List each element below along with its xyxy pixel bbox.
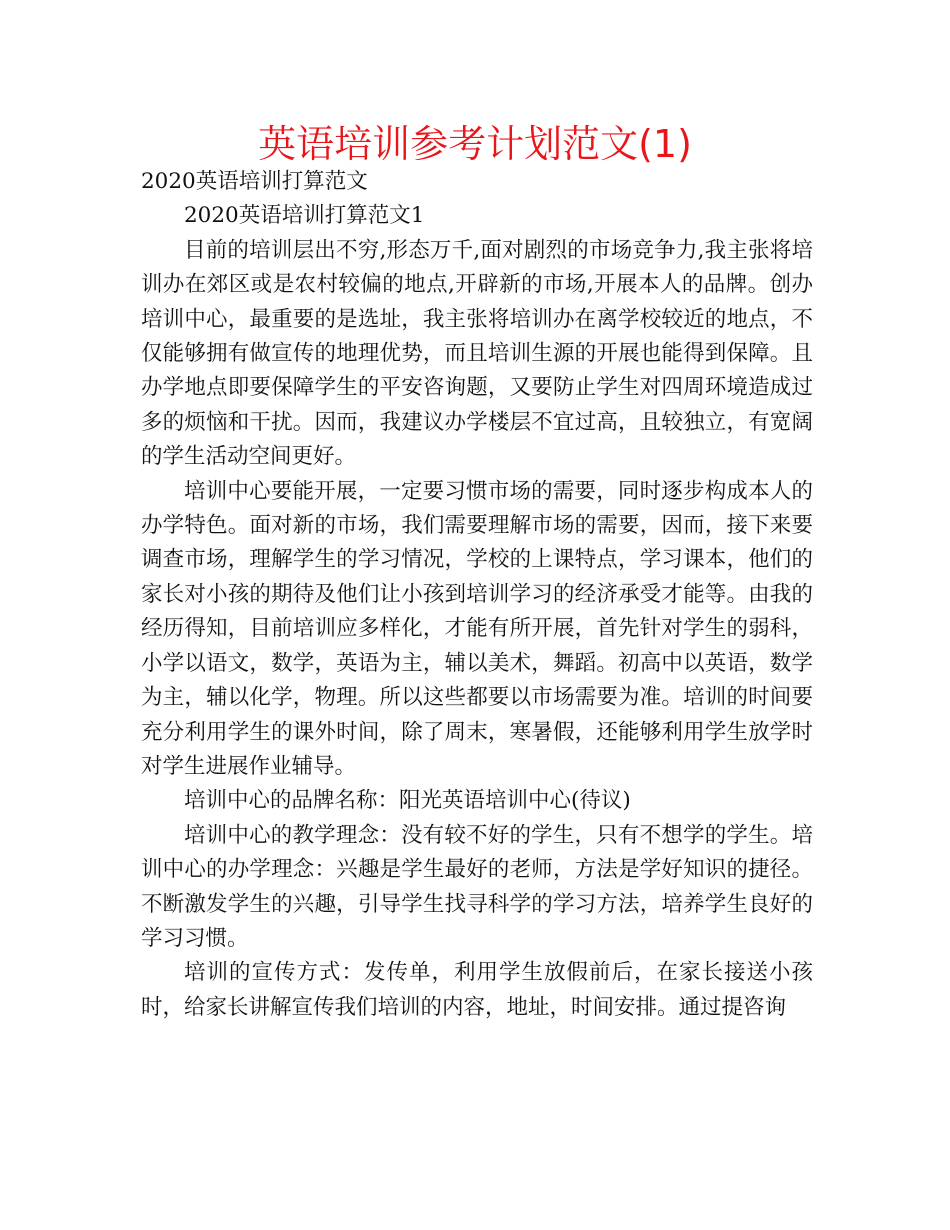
section-heading-paragraph: 2020英语培训打算范文1 xyxy=(184,203,425,229)
body-paragraph: 培训中心的品牌名称：阳光英语培训中心(待议) xyxy=(184,788,631,814)
body-paragraph: 培训中心要能开展，一定要习惯市场的需要，同时逐步构成本人的办学特色。面对新的市场，我们需要理解市场的需要，因而，接下来要调查市场，理解学生的学习情况，学校的上课特点，学习课本，他们的家长对小孩的期待及他们让小孩到培训学习的经济承受才能等。由我的经历得知，目前培训应多样化，才能有所开展，首先针对学生的弱科，小学以语文，数学，英语为主，辅以美术，舞蹈。初高中以英语，数学为主，辅以化学，物理。所以这些都要以市场需要为准。培训的时间要充分利用学生的课外时间，除了周末，寒暑假，还能够利用学生放学时对学生进展作业辅导。 xyxy=(141,478,813,779)
document-title: 英语培训参考计划范文(1) xyxy=(258,122,692,166)
subtitle-paragraph: 2020英语培训打算范文 xyxy=(141,169,368,194)
document-body xyxy=(141,165,813,1025)
body-paragraph: 培训中心的教学理念：没有较不好的学生，只有不想学的学生。培训中心的办学理念：兴趣是学生最好的老师，方法是学好知识的捷径。不断激发学生的兴趣，引导学生找寻科学的学习方法，培养学生良好的学习习惯。 xyxy=(141,822,813,951)
body-paragraph: 培训的宣传方式：发传单，利用学生放假前后，在家长接送小孩时，给家长讲解宣传我们培训的内容，地址，时间安排。通过提咨询 xyxy=(141,960,813,1020)
body-paragraph: 目前的培训层出不穷,形态万千,面对剧烈的市场竞争力,我主张将培训办在郊区或是农村较偏的地点,开辟新的市场,开展本人的品牌。创办培训中心，最重要的是选址，我主张将培训办在离学校较近的地点，不仅能够拥有做宣传的地理优势，而且培训生源的开展也能得到保障。且办学地点即要保障学生的平安咨询题，又要防止学生对四周环境造成过多的烦恼和干扰。因而，我建议办学楼层不宜过高，且较独立，有宽阔的学生活动空间更好。 xyxy=(141,237,813,470)
